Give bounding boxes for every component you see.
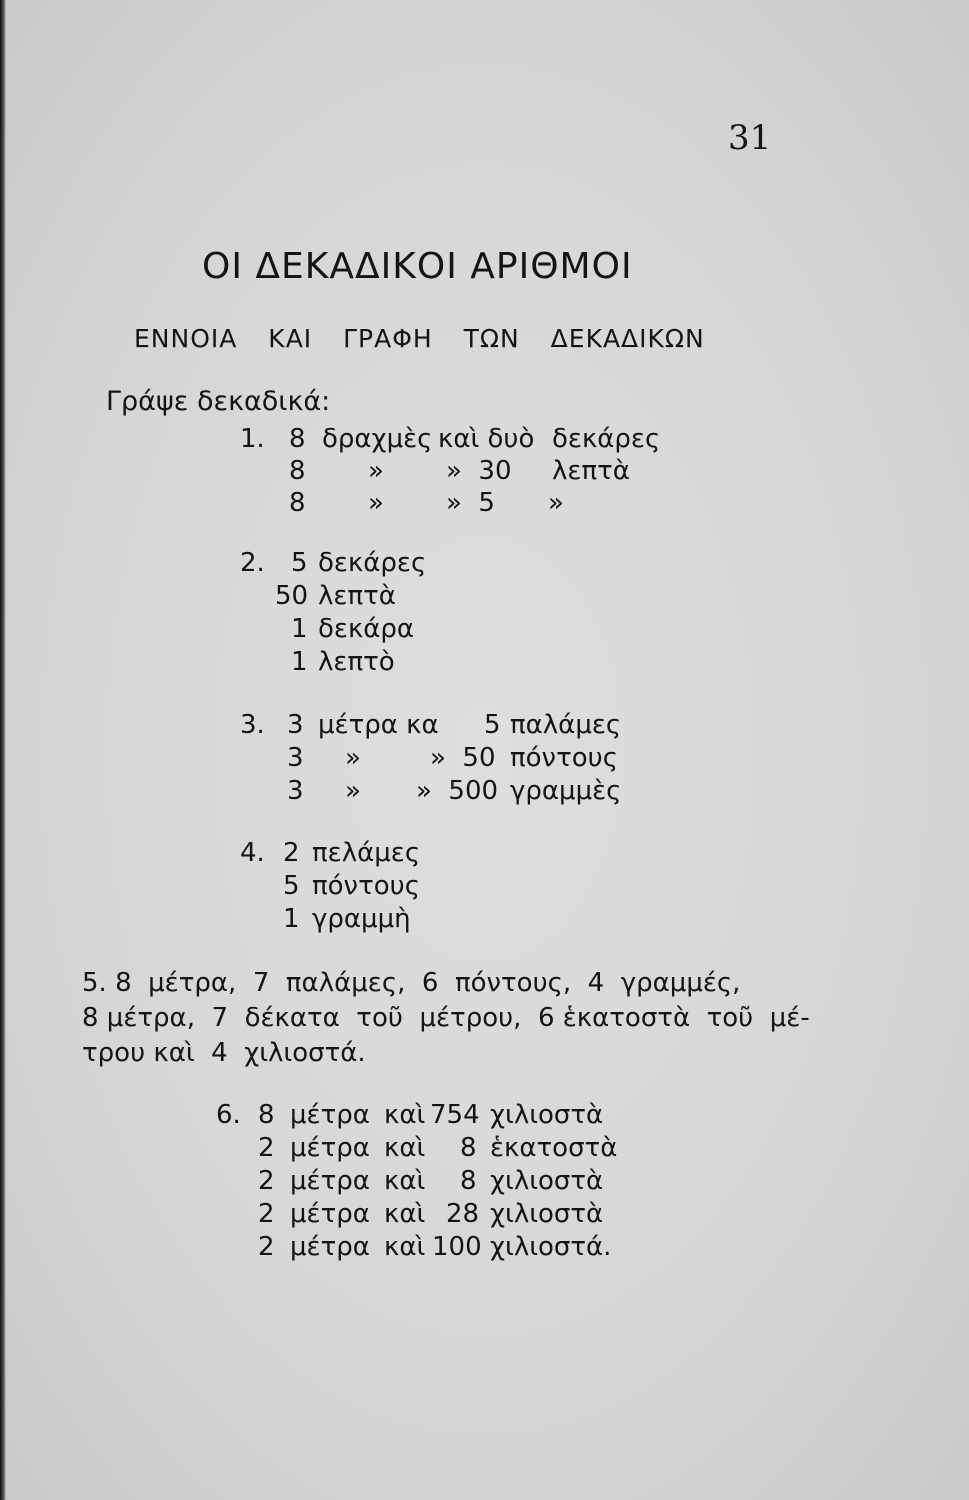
value: 5 xyxy=(484,710,501,740)
paragraph-line: τρου καὶ 4 χιλιοστά. xyxy=(82,1038,366,1068)
chapter-title: ΟΙ ΔΕΚΑΔΙΚΟΙ ΑΡΙΘΜΟΙ xyxy=(202,246,633,287)
value: 1 xyxy=(291,647,308,677)
value: 2 xyxy=(258,1232,275,1262)
exercise-5 xyxy=(82,966,810,1071)
ditto-value: » 5 xyxy=(446,488,495,518)
unit: πόντους xyxy=(312,871,420,901)
unit: γραμμὴ xyxy=(312,904,411,934)
unit: μέτρα xyxy=(290,1100,370,1130)
ditto-value: » 30 xyxy=(446,456,512,486)
unit: μέτρα xyxy=(290,1133,370,1163)
value: 8 xyxy=(289,424,306,454)
value: 8 xyxy=(460,1166,477,1196)
page-edge-shadow xyxy=(0,0,6,1500)
unit: χιλιοστὰ xyxy=(490,1166,604,1196)
section-subtitle: ΕΝΝΟΙΑ ΚΑΙ ΓΡΑΦΗ ΤΩΝ ΔΕΚΑΔΙΚΩΝ xyxy=(134,324,705,353)
exercise-number: 3. xyxy=(240,710,265,740)
value: 5 xyxy=(283,871,300,901)
unit: δραχμὲς xyxy=(322,424,433,454)
exercise-instruction: Γράψε δεκαδικά: xyxy=(106,386,331,417)
exercise-number: 6. xyxy=(216,1100,241,1130)
unit: γραμμὲς xyxy=(510,776,622,806)
ditto: » xyxy=(548,488,564,518)
conjunction: καὶ xyxy=(384,1166,426,1196)
ditto: » xyxy=(345,743,361,773)
value: 8 xyxy=(289,456,306,486)
unit: λεπτὰ xyxy=(552,456,630,486)
value: 8 xyxy=(289,488,306,518)
conjunction: καὶ δυὸ xyxy=(438,424,535,454)
value: 2 xyxy=(258,1133,275,1163)
value: 2 xyxy=(258,1166,275,1196)
value: 5 xyxy=(291,548,308,578)
unit: λεπτὰ xyxy=(318,581,396,611)
value: 1 xyxy=(283,904,300,934)
conjunction: καὶ xyxy=(384,1133,426,1163)
unit: χιλιοστά. xyxy=(490,1232,612,1262)
ditto-value: » 500 xyxy=(416,776,499,806)
exercise-number: 4. xyxy=(240,838,265,868)
paragraph-line: 8 μέτρα, 7 δέκατα τοῦ μέτρου, 6 ἑκατοστὰ τοῦ μέ- xyxy=(82,1003,810,1033)
ditto: » xyxy=(345,776,361,806)
unit: δεκάρες xyxy=(318,548,427,578)
unit: δεκάρες xyxy=(552,424,661,454)
exercise-number: 2. xyxy=(240,548,265,578)
ditto: » xyxy=(368,488,384,518)
unit: λεπτὸ xyxy=(318,647,395,677)
value: 28 xyxy=(446,1199,480,1229)
unit: μέτρα xyxy=(290,1232,370,1262)
unit: μέτρα xyxy=(290,1166,370,1196)
unit: πόντους xyxy=(510,743,618,773)
unit: πελάμες xyxy=(312,838,421,868)
ditto: » xyxy=(368,456,384,486)
unit: χιλιοστὰ xyxy=(490,1100,604,1130)
value: 1 xyxy=(291,614,308,644)
value: 2 xyxy=(283,838,300,868)
value: 3 xyxy=(287,776,304,806)
value: 3 xyxy=(287,710,304,740)
value: 100 xyxy=(432,1232,482,1262)
exercise-number: 1. xyxy=(240,424,265,454)
value: 754 xyxy=(430,1100,480,1130)
unit: μέτρα κα xyxy=(318,710,439,740)
value: 8 xyxy=(460,1133,477,1163)
conjunction: καὶ xyxy=(384,1100,426,1130)
unit: ἑκατοστὰ xyxy=(490,1133,618,1163)
unit: χιλιοστὰ xyxy=(490,1199,604,1229)
unit: μέτρα xyxy=(290,1199,370,1229)
unit: δεκάρα xyxy=(318,614,415,644)
conjunction: καὶ xyxy=(384,1199,426,1229)
value: 3 xyxy=(287,743,304,773)
page-number: 31 xyxy=(728,118,772,158)
conjunction: καὶ xyxy=(384,1232,426,1262)
unit: παλάμες xyxy=(510,710,622,740)
value: 50 xyxy=(275,581,309,611)
ditto-value: » 50 xyxy=(430,743,496,773)
paragraph-line: 5. 8 μέτρα, 7 παλάμες, 6 πόντους, 4 γραμμές, xyxy=(82,968,741,998)
value: 2 xyxy=(258,1199,275,1229)
value: 8 xyxy=(258,1100,275,1130)
